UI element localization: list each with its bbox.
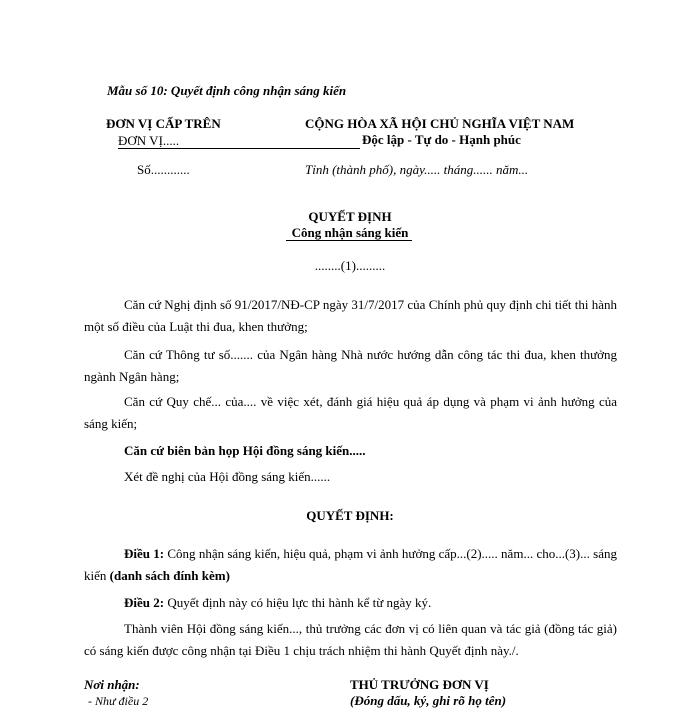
unit-name: ĐƠN VỊ..... [118,133,180,148]
article-label: Điều 1: [124,546,165,561]
article-text: Công nhận sáng kiến, hiệu quả, phạm vi ảnh hưởng cấp...(2)..... năm... cho...(3)... sáng kiến [84,546,617,583]
signer-note: (Đóng dấu, ký, ghi rõ họ tên) [350,693,507,708]
decision-subtitle: Công nhận sáng kiến [291,225,409,240]
article-1 [84,543,617,587]
basis-paragraph: Căn cứ biên bản họp Hội đồng sáng kiến..... [124,443,366,458]
document-number: Số............ [137,162,190,177]
country-name: CỘNG HÒA XÃ HỘI CHỦ NGHĨA VIỆT NAM [305,116,575,131]
recipient-item: - Như điều 2 [88,694,149,708]
closing-paragraph: Thành viên Hội đồng sáng kiến..., thủ trưởng các đơn vị có liên quan và tác giả (đồng tác giả) có sáng kiến được công nhận tại Điều 1 chịu trách nhiệm thi hành Quyết định này./. [84,621,617,658]
article-2 [84,592,617,614]
place-date: Tỉnh (thành phố), ngày..... tháng...... năm... [305,162,529,177]
basis-paragraph: Căn cứ Quy chế... của.... về việc xét, đánh giá hiệu quả áp dụng và phạm vi ảnh hưởng của sáng kiến; [84,394,617,431]
subtitle-underline [286,240,412,241]
article-emphasis: (danh sách đính kèm) [109,568,230,583]
basis-paragraph: Căn cứ Nghị định số 91/2017/NĐ-CP ngày 31/7/2017 của Chính phủ quy định chi tiết thi hành một số điều của Luật thi đua, khen thưởng; [84,297,617,334]
basis-paragraph: Căn cứ Thông tư số....... của Ngân hàng Nhà nước hướng dẫn công tác thi đua, khen thưởng ngành Ngân hàng; [84,347,617,384]
form-title: Mẫu số 10: Quyết định công nhận sáng kiến [107,83,347,98]
basis-paragraph: Xét đề nghị của Hội đồng sáng kiến...... [124,469,331,484]
motto: Độc lập - Tự do - Hạnh phúc [362,132,521,147]
recipients-label: Nơi nhận: [84,677,140,692]
header-underline [118,148,360,149]
superior-unit: ĐƠN VỊ CẤP TRÊN [106,116,221,131]
article-label: Điều 2: [124,595,165,610]
decision-heading: QUYẾT ĐỊNH: [306,508,394,523]
decision-title: QUYẾT ĐỊNH [308,209,392,224]
signer-title: THỦ TRƯỞNG ĐƠN VỊ [350,677,489,692]
issuing-authority: ........(1)......... [314,258,386,273]
article-text: Quyết định này có hiệu lực thi hành kể từ ngày ký. [164,595,432,610]
